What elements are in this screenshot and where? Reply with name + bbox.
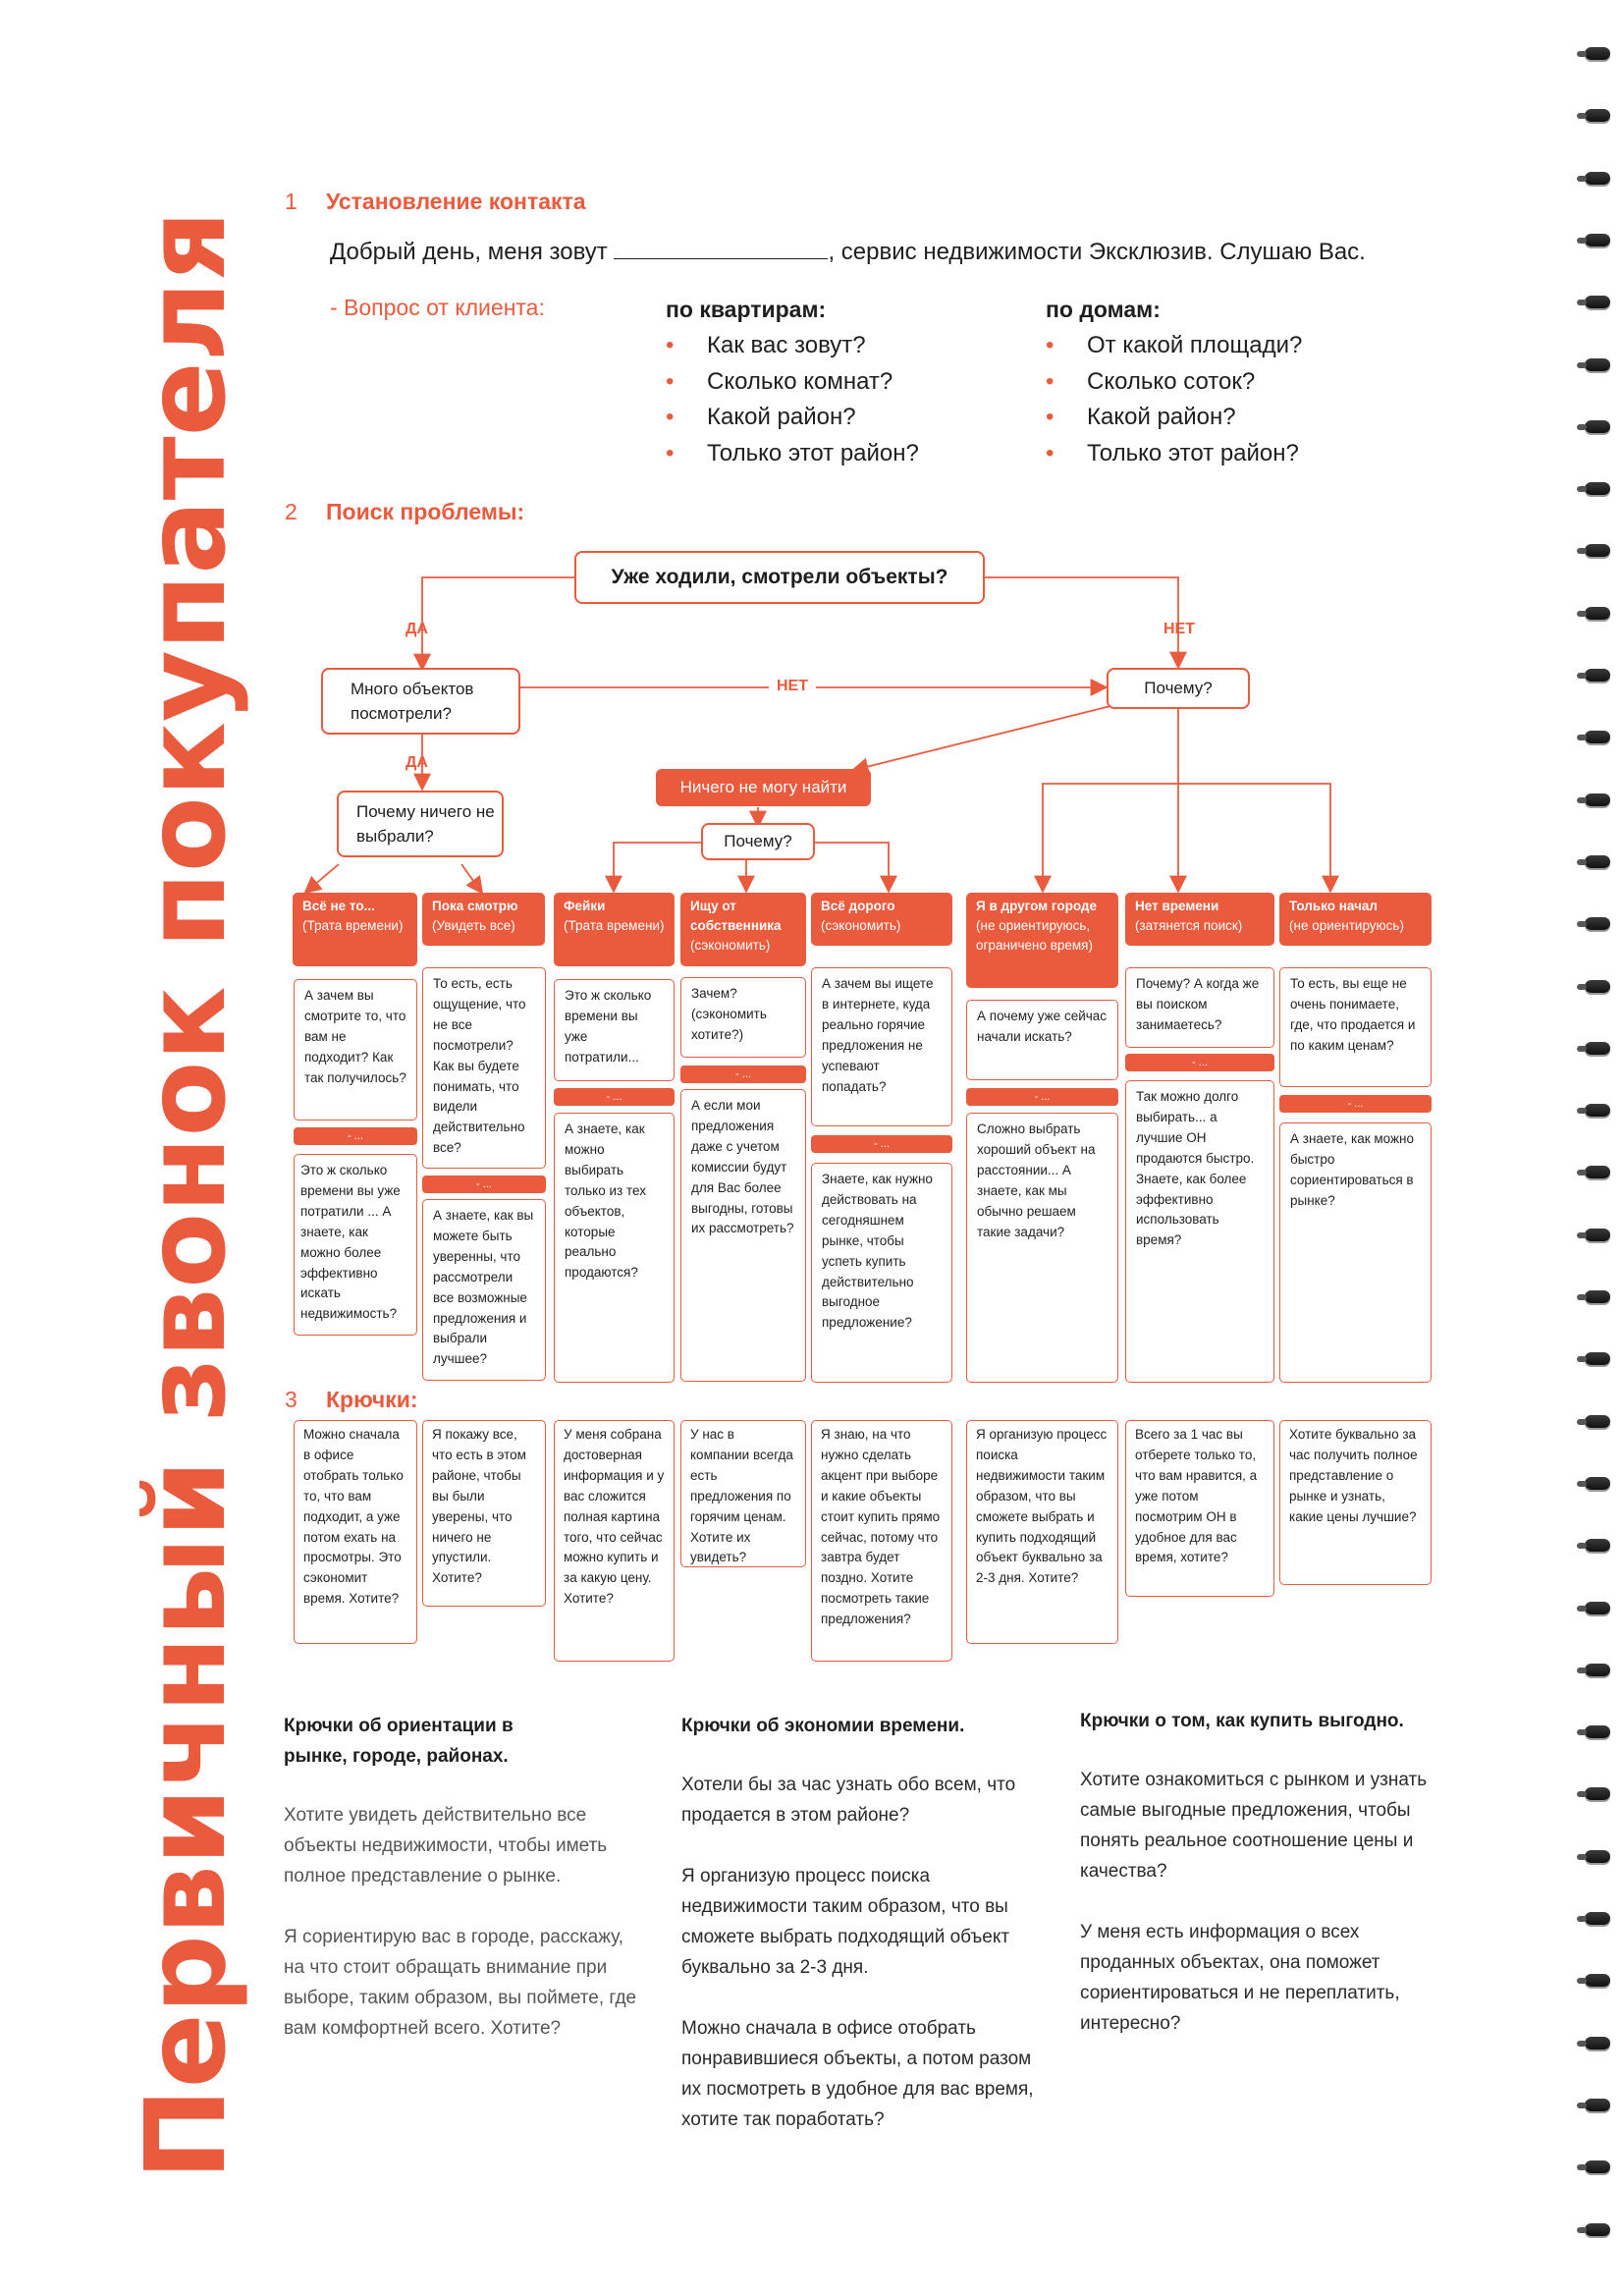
category-all-wrong [293, 893, 417, 966]
connector-to-fakes [614, 843, 701, 890]
category-title: Всё не то... [302, 899, 375, 913]
list-item: • Какой район? [1046, 400, 1302, 436]
no-label: НЕТ [1163, 621, 1195, 637]
hook-cell: Я покажу все, что есть в этом районе, чтобы вы были уверены, что ничего не упустили. Хотите? [422, 1420, 546, 1607]
list-item: • Как вас зовут? [666, 328, 919, 364]
bottom-col2-body [681, 1770, 1035, 2165]
hook-cell: Можно сначала в офисе отобрать только то, что вам подходит, а уже потом ехать на просмотры. Это сэкономит время. Хотите? [294, 1420, 417, 1644]
binding-ring [1585, 1912, 1610, 1925]
connector-to-expensive [815, 843, 889, 890]
hook-cell: У меня собрана достоверная информация и у вас сложится полная картина того, что сейчас можно купить и за какую цену. Хотите? [554, 1420, 675, 1662]
bottom-col3-p1: Хотите ознакомиться с рынком и узнать самые выгодные предложения, чтобы понять реальное соотношение цены и качества? [1080, 1770, 1428, 1882]
connector-to-just-started [1178, 784, 1330, 890]
yes-label: ДА [406, 621, 428, 637]
binding-ring [1585, 1850, 1610, 1863]
yes-label-lower: ДА [406, 754, 428, 771]
bottom-col3-heading: Крючки о том, как купить выгодно. [1080, 1711, 1404, 1731]
why-box: Почему? [1107, 668, 1250, 709]
dash-marker: - ... [1279, 1095, 1432, 1113]
section-3-number: 3 [285, 1387, 298, 1412]
category-title: Нет времени [1135, 899, 1219, 913]
section-1-number: 1 [285, 189, 298, 214]
list-item: • Только этот район? [666, 436, 919, 472]
hook-cell: У нас в компании всегда есть предложения по горячим ценам. Хотите их увидеть? [680, 1420, 806, 1567]
section-2-title: Поиск проблемы: [326, 499, 525, 524]
binding-ring [1585, 1787, 1610, 1800]
dash-marker: - ... [1125, 1054, 1274, 1071]
binding-ring [1585, 1415, 1610, 1428]
list-item: • Только этот район? [1046, 436, 1302, 472]
binding-ring [1585, 2037, 1610, 2050]
nothing-found-box: Ничего не могу найти [656, 769, 871, 806]
section-2-number: 2 [285, 499, 298, 524]
dash-marker: - ... [294, 1127, 417, 1145]
category-title: Я в другом городе [976, 899, 1097, 913]
bottom-col3-body [1080, 1765, 1434, 2069]
hook-cell: Я знаю, на что нужно сделать акцент при выборе и какие объекты стоит купить прямо сейчас, потому что завтра будет поздно. Хотите посмотреть такие предложения? [811, 1420, 952, 1662]
connector-yes [422, 577, 574, 668]
vertical-title: Первичный звонок покупателя [123, 210, 250, 2180]
bottom-col2-p2: Я организую процесс поиска недвижимости таким образом, что вы сможете выбрать подходящий объект буквально за 2-3 дня. [681, 1866, 1010, 1978]
hook-cell: Хотите буквально за час получить полное представление о рынке и узнать, какие цены лучшие? [1279, 1420, 1432, 1585]
category-expensive [811, 893, 952, 946]
hook-cell: Я организую процесс поиска недвижимости таким образом, что вы сможете выбрать и купить подходящий объект буквально за 2-3 дня. Хотите? [966, 1420, 1118, 1644]
bottom-col2-heading: Крючки об экономии времени. [681, 1716, 965, 1736]
category-fakes [554, 893, 675, 966]
answer-cell: Сложно выбрать хороший объект на расстоянии... А знаете, как мы обычно решаем такие задачи? [966, 1113, 1118, 1383]
answer-cell: Это ж сколько времени вы уже потратили ... А знаете, как можно более эффективно искать недвижимость? [294, 1154, 417, 1336]
binding-ring [1585, 2099, 1610, 2111]
greeting-after: , сервис недвижимости Эксклюзив. Слушаю Вас. [828, 239, 1366, 265]
category-sub: (не ориентируюсь) [1289, 918, 1404, 933]
bottom-col2-p1: Хотели бы за час узнать обо всем, что продается в этом районе? [681, 1775, 1016, 1826]
category-title: Фейки [564, 899, 606, 913]
answer-cell: А знаете, как вы можете быть уверенны, что рассмотрели все возможные предложения и выбрали лучшее? [422, 1199, 546, 1381]
bottom-col1-heading: Крючки об ориентации в рынке, городе, районах. [284, 1716, 514, 1767]
dash-marker: - ... [554, 1088, 675, 1106]
apartments-heading: по квартирам: [666, 297, 827, 322]
list-item: • Сколько соток? [1046, 364, 1302, 401]
category-sub: (сэкономить) [690, 938, 771, 953]
root-question: Уже ходили, смотрели объекты? [574, 551, 985, 604]
section-1-title: Установление контакта [326, 189, 586, 214]
connector-to-all-wrong [306, 864, 339, 892]
category-sub: (Трата времени) [564, 918, 665, 933]
category-title: Ищу от собственника [690, 899, 782, 933]
category-no-time [1125, 893, 1274, 946]
category-sub: (затянется поиск) [1135, 918, 1243, 933]
category-title: Пока смотрю [432, 899, 518, 913]
binding-ring [1585, 2160, 1610, 2173]
houses-heading: по домам: [1046, 297, 1161, 322]
greeting-before: Добрый день, меня зовут [330, 239, 608, 265]
connector-why-nothing [854, 705, 1114, 770]
binding-ring [1585, 1664, 1610, 1676]
many-viewed-box: Много объектов посмотрели? [321, 668, 520, 735]
hook-cell: Всего за 1 час вы отберете только то, что вам нравится, а уже потом посмотрим ОН в удобное для вас время, хотите? [1125, 1420, 1274, 1597]
list-item: • От какой площади? [1046, 328, 1302, 364]
question-cell: То есть, есть ощущение, что не все посмотрели? Как вы будете понимать, что видели действительно все? [422, 967, 546, 1169]
category-title: Только начал [1289, 899, 1379, 913]
client-question-label: - Вопрос от клиента: [330, 295, 545, 320]
bottom-col1-p2: Я сориентирую вас в городе, расскажу, на что стоит обращать внимание при выборе, таким образом, вы поймете, где вам комфортней всего. Хотите? [284, 1927, 637, 2039]
binding-ring [1585, 1725, 1610, 1738]
no-label-middle: НЕТ [769, 678, 816, 695]
list-item: • Сколько комнат? [666, 364, 919, 401]
connector-to-just-looking [461, 864, 481, 892]
dash-marker: - ... [422, 1175, 546, 1193]
question-cell: А зачем вы ищете в интернете, куда реально горячие предложения не успевают попадать? [811, 967, 952, 1126]
bottom-col3-p2: У меня есть информация о всех проданных объектах, она поможет сориентироваться и не переплатить, интересно? [1080, 1922, 1400, 2034]
category-just-looking [422, 893, 545, 946]
section-3-title: Крючки: [326, 1387, 418, 1412]
answer-cell: А знаете, как можно быстро сориентироваться в рынке? [1279, 1122, 1432, 1383]
binding-ring [1585, 1602, 1610, 1614]
dash-marker: - ... [966, 1088, 1118, 1106]
category-title: Всё дорого [821, 899, 895, 913]
dash-marker: - ... [811, 1135, 952, 1153]
category-sub: (Увидеть все) [432, 918, 515, 933]
binding-ring [1585, 1974, 1610, 1987]
question-cell: А зачем вы смотрите то, что вам не подходит? Как так получилось? [294, 979, 417, 1121]
question-cell: Зачем? (сэкономить хотите?) [680, 977, 806, 1058]
bottom-col1-p1: Хотите увидеть действительно все объекты недвижимости, чтобы иметь полное представление о рынке. [284, 1805, 608, 1886]
category-just-started [1279, 893, 1432, 946]
connector-to-other-city [1043, 784, 1178, 890]
bottom-col1-body [284, 1800, 647, 2074]
category-sub: (не ориентируюсь, ограничено время) [976, 918, 1093, 953]
question-cell: То есть, вы еще не очень понимаете, где, что продается и по каким ценам? [1279, 967, 1432, 1087]
binding-ring [1585, 1477, 1610, 1490]
connector-no [985, 577, 1178, 666]
answer-cell: Знаете, как нужно действовать на сегодняшнем рынке, чтобы успеть купить действительно выгодное предложение? [811, 1163, 952, 1383]
question-cell: Это ж сколько времени вы уже потратили... [554, 979, 675, 1081]
section-3-heading [285, 1387, 418, 1413]
question-cell: А почему уже сейчас начали искать? [966, 1000, 1118, 1080]
why-box-2: Почему? [701, 823, 815, 860]
answer-cell: А знаете, как можно выбирать только из тех объектов, которые реально продаются? [554, 1113, 675, 1383]
question-cell: Почему? А когда же вы поиском занимаетесь? [1125, 967, 1274, 1048]
category-from-owner [680, 893, 806, 966]
bottom-col2-p3: Можно сначала в офисе отобрать понравившиеся объекты, а потом разом их посмотреть в удобное для вас время, хотите так поработать? [681, 2018, 1034, 2130]
list-item: • Какой район? [666, 400, 919, 436]
why-not-chosen-box: Почему ничего не выбрали? [337, 791, 504, 857]
answer-cell: А если мои предложения даже с учетом комиссии будут для Вас более выгодны, готовы их рассмотреть? [680, 1089, 806, 1382]
binding-ring [1585, 1539, 1610, 1552]
answer-cell: Так можно долго выбирать... а лучшие ОН продаются быстро. Знаете, как более эффективно использовать время? [1125, 1080, 1274, 1383]
binding-ring [1585, 2223, 1610, 2236]
category-sub: (Трата времени) [302, 918, 404, 933]
dash-marker: - ... [680, 1066, 806, 1083]
category-sub: (сэкономить) [821, 918, 901, 933]
category-other-city [966, 893, 1118, 988]
